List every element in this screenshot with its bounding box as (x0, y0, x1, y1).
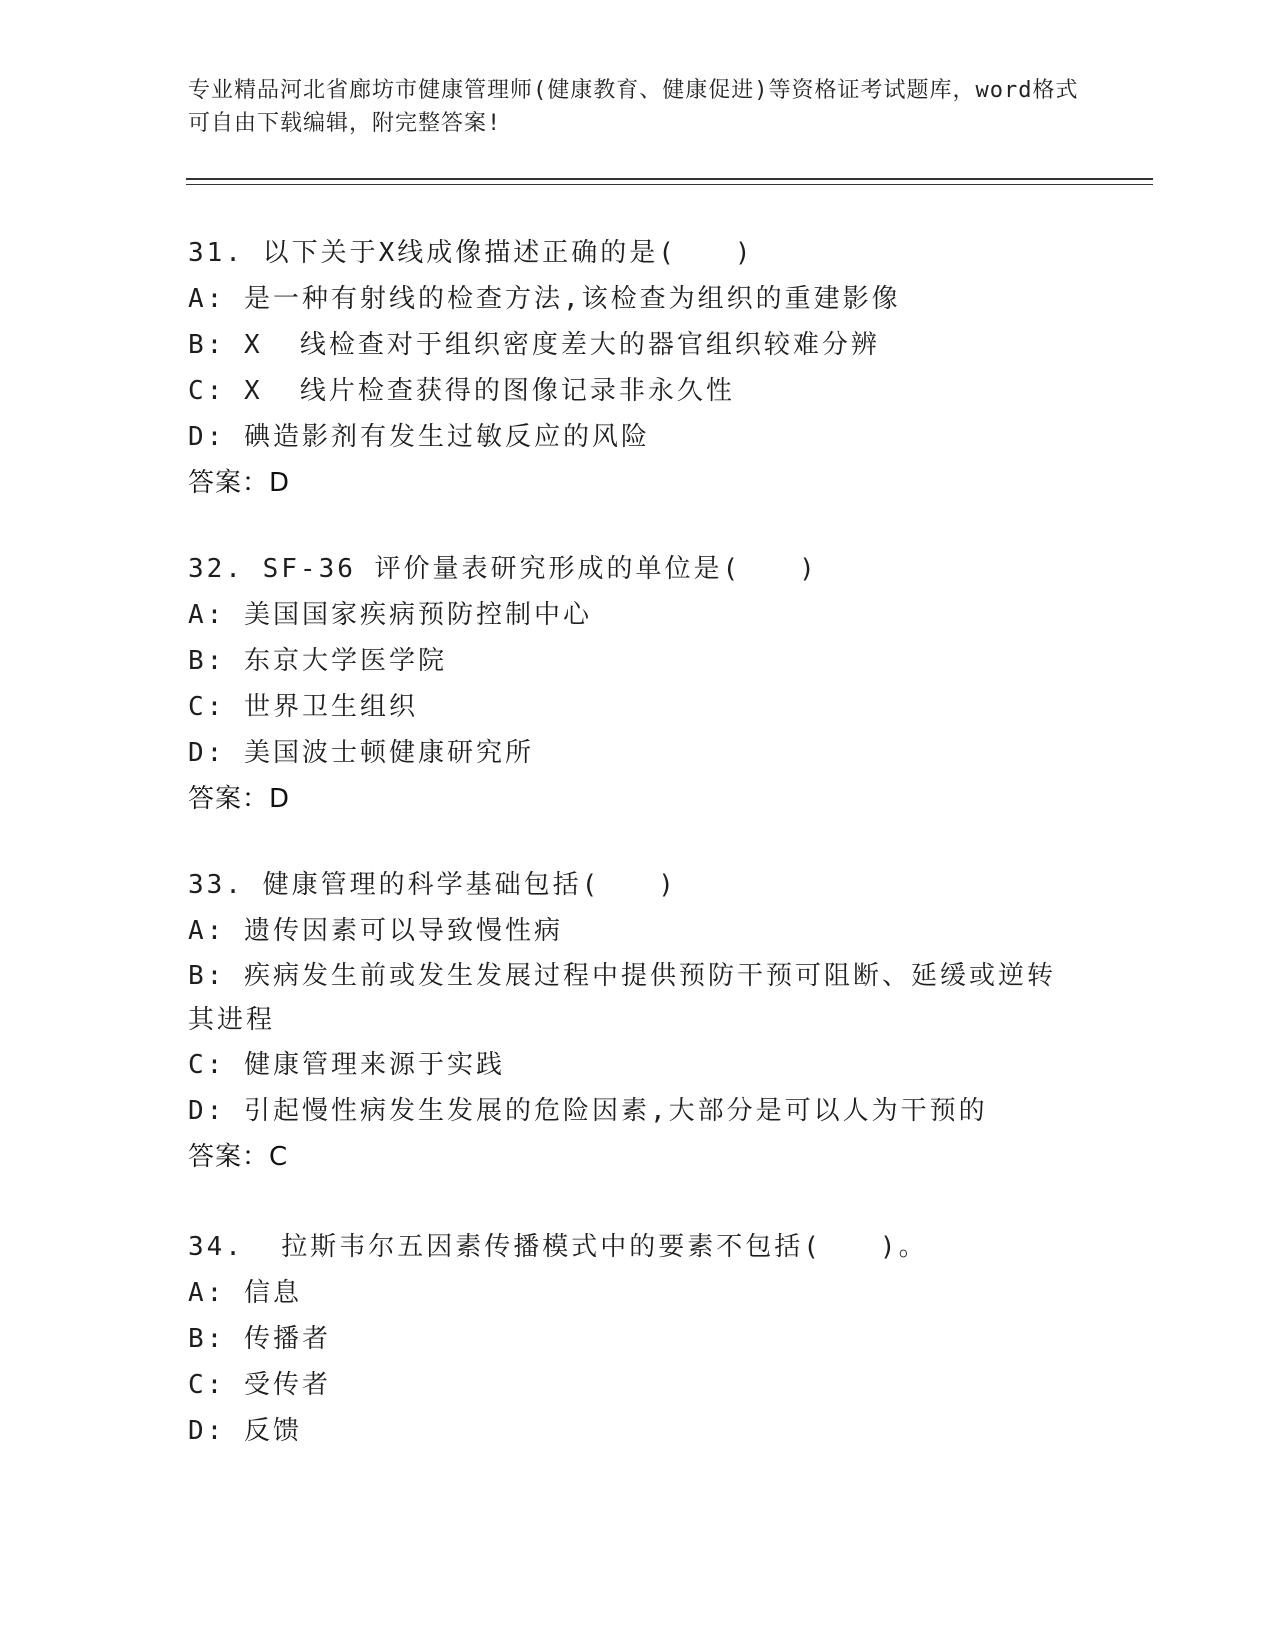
option-d: D: 美国波士顿健康研究所 (188, 738, 534, 768)
question-32 (188, 546, 1088, 822)
option-d: D: 反馈 (188, 1416, 302, 1446)
header-divider-thin (186, 184, 1153, 185)
option-b: B: 东京大学医学院 (188, 646, 447, 676)
answer: 答案：D (188, 468, 291, 498)
option-b: B: 传播者 (188, 1324, 331, 1354)
option-b: B: X 线检查对于组织密度差大的器官组织较难分辨 (188, 330, 880, 360)
question-stem: 34. 拉斯韦尔五因素传播模式中的要素不包括( )。 (188, 1232, 928, 1262)
answer: 答案：D (188, 784, 291, 814)
question-34 (188, 1224, 1088, 1454)
question-33 (188, 862, 1088, 1180)
question-stem: 33. 健康管理的科学基础包括( ) (188, 870, 677, 900)
option-c: C: 世界卫生组织 (188, 692, 418, 722)
question-stem: 31. 以下关于X线成像描述正确的是( ) (188, 238, 754, 268)
header-divider-thick (186, 178, 1153, 180)
option-d: D: 引起慢性病发生发展的危险因素,大部分是可以人为干预的 (188, 1096, 988, 1126)
question-stem: 32. SF-36 评价量表研究形成的单位是( ) (188, 554, 818, 584)
answer: 答案：C (188, 1142, 289, 1172)
option-b: B: 疾病发生前或发生发展过程中提供预防干预可阻断、延缓或逆转其进程 (188, 961, 1056, 1035)
option-c: C: 健康管理来源于实践 (188, 1050, 505, 1080)
option-d: D: 碘造影剂有发生过敏反应的风险 (188, 422, 650, 452)
option-a: A: 是一种有射线的检查方法,该检查为组织的重建影像 (188, 284, 901, 314)
option-a: A: 美国国家疾病预防控制中心 (188, 600, 592, 630)
option-c: C: X 线片检查获得的图像记录非永久性 (188, 376, 735, 406)
document-header: 专业精品河北省廊坊市健康管理师(健康教育、健康促进)等资格证考试题库，word格式可自由下载编辑，附完整答案! (188, 78, 1079, 136)
option-a: A: 遗传因素可以导致慢性病 (188, 916, 563, 946)
option-c: C: 受传者 (188, 1370, 331, 1400)
question-31 (188, 230, 1088, 506)
option-a: A: 信息 (188, 1278, 302, 1308)
